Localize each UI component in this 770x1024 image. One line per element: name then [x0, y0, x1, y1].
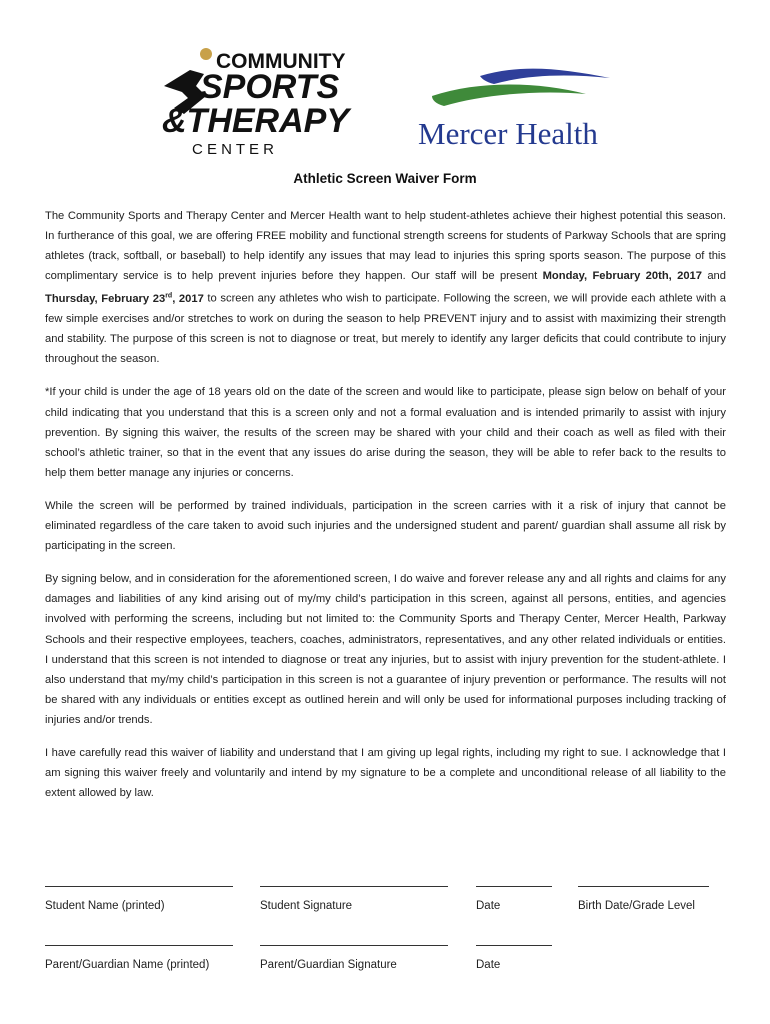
logo-line-sports: SPORTS — [200, 68, 340, 106]
green-wave-icon — [432, 85, 586, 107]
parent-name-field[interactable] — [45, 945, 233, 971]
blue-wave-icon — [480, 69, 610, 84]
parent-signature-field[interactable] — [260, 945, 448, 971]
date-label: Date — [476, 900, 501, 912]
student-name-label: Student Name (printed) — [45, 900, 165, 912]
screening-date-1: Monday, February 20th, 2017 — [542, 270, 702, 283]
student-signature-line[interactable] — [260, 886, 448, 887]
date-field-2[interactable] — [476, 945, 552, 971]
birth-date-grade-label: Birth Date/Grade Level — [578, 900, 695, 912]
parent-signature-label: Parent/Guardian Signature — [260, 959, 397, 971]
screening-date-2-suffix: rd — [165, 292, 173, 300]
date-label-2: Date — [476, 959, 501, 971]
student-signature-field[interactable] — [260, 886, 448, 912]
risk-paragraph: While the screen will be performed by trained individuals, participation in the screen carries with it a risk of injury that cannot be eliminated regardless of the care taken to avoid such injuries and the undersigned student and parent/ guardian shall assume all risk by participating in the screen. — [45, 499, 726, 553]
logo-line-center: C E N T E R — [192, 141, 274, 158]
date-line[interactable] — [476, 886, 552, 887]
parent-name-line[interactable] — [45, 945, 233, 946]
screening-date-2-year: , 2017 — [172, 293, 204, 306]
parent-signature-line[interactable] — [260, 945, 448, 946]
logo-line-therapy: &THERAPY — [162, 102, 350, 140]
intro-text-start: The Community Sports and Therapy Center and Mercer Health want to help student-athletes achieve their highest potential this season. In furtherance of this goal, we are offering FREE mobility and functional strength screens for students of Parkway Schools that are spring athletes (track, softball, or baseball) to help identify any issues that may lead to injuries this spring sports season. The purpose of this complimentary service is to help prevent injuries before they happen. Our staff will be present — [45, 210, 726, 283]
screening-date-2 — [45, 293, 204, 305]
release-paragraph: By signing below, and in consideration for the aforementioned screen, I do waive and forever release any and all rights and claims for any damages and liabilities of any kind arising out of my/my child’s participation in this screen, against all persons, entities, and agencies involved with performing the screens, including but not limited to: the Community Sports and Therapy Center, Mercer Health, Parkway Schools and their respective employees, teachers, coaches, administrators, representatives, and any other related individuals or entities. I understand that this screen is not intended to diagnose or treat any injuries, but to assist with injury prevention for the student-athlete. I also understand that my/my child’s participation in this screen is not a guarantee of injury prevention or performance. The results will not be shared with any individuals or entities except as outlined herein and will only be used for informational purposes including tracking of injuries and/or trends. — [45, 573, 726, 726]
screening-date-2-main: Thursday, February 23 — [45, 293, 166, 306]
student-signature-label: Student Signature — [260, 900, 353, 912]
birth-date-grade-line[interactable] — [578, 886, 709, 887]
logo-line-community: COMMUNITY — [216, 50, 346, 73]
intro-text-end: to screen any athletes who wish to participate. Following the screen, we will provide each athlete with a few simple exercises and/or stretches to work on during the season to help PREVENT injury and to assist with maximizing their strength and stability. The purpose of this screen is not to diagnose or treat, but merely to identify any larger deficits that could contribute to injury throughout the season. — [45, 293, 727, 366]
acknowledgment-paragraph: I have carefully read this waiver of liability and understand that I am giving up legal rights, including my right to sue. I acknowledge that I am signing this waiver freely and voluntarily and intend by my signature to be a complete and unconditional release of all liability to the extent allowed by law. — [45, 746, 726, 800]
date-field[interactable] — [476, 886, 552, 912]
intro-paragraph — [45, 206, 726, 369]
community-sports-therapy-logo — [160, 44, 370, 160]
student-name-line[interactable] — [45, 886, 233, 887]
intro-and: and — [702, 270, 726, 283]
mercer-health-logo — [410, 62, 640, 152]
parent-name-label: Parent/Guardian Name (printed) — [45, 959, 210, 971]
mercer-health-name: Mercer Health — [418, 116, 598, 151]
form-body — [45, 206, 726, 816]
minor-paragraph: *If your child is under the age of 18 years old on the date of the screen and would like to participate, please sign below on behalf of your child indicating that you understand that this is a screen only and not a formal evaluation and is intended primarily to assist with injury prevention. By signing this waiver, the results of the screen may be shared with your child and their coach as well as filed with their school’s athletic trainer, so that in the event that any issues do arise during the season, they will be able to refer back to the results to help them better manage any injuries or concerns. — [45, 386, 726, 479]
date-line-2[interactable] — [476, 945, 552, 946]
student-name-field[interactable] — [45, 886, 233, 912]
form-title: Athletic Screen Waiver Form — [293, 171, 477, 186]
logo-dot-icon — [200, 48, 212, 60]
birth-date-grade-field[interactable] — [578, 886, 709, 912]
